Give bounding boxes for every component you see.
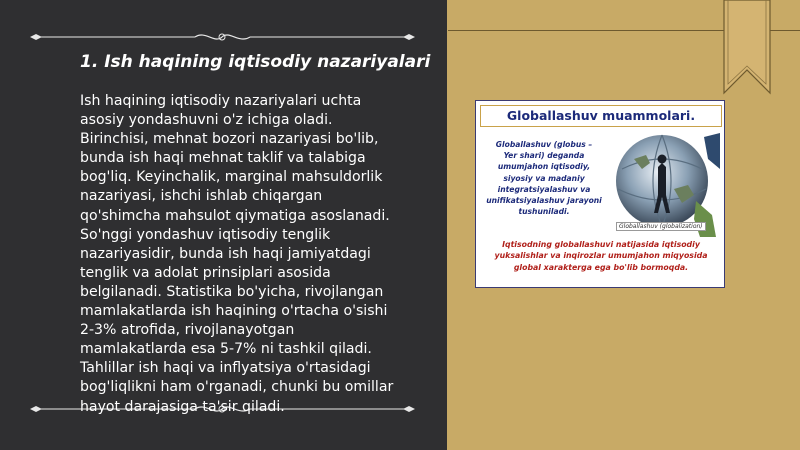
footer-line: global xarakterga ega bo'lib bormoqda. [513, 262, 689, 272]
body-line: nazariyasi, ishchi ishlab chiqargan [80, 188, 323, 205]
body-line: So'nggi yondashuv iqtisodiy tenglik [80, 226, 331, 243]
globalization-picture [475, 100, 725, 288]
picture-footer [480, 239, 722, 273]
body-line: bunda ish haqi mehnat taklif va talabiga [80, 150, 366, 167]
body-line: bog'liqlikni ham o'rganadi, chunki bu omillar [80, 379, 394, 396]
footer-line: Iqtisodning globallashuvi natijasida iqtisodiy [502, 240, 700, 249]
body-line: bog'liq. Keyinchalik, marginal mahsuldorlik [80, 169, 383, 186]
slide-title: 1. Ish haqining iqtisodiy nazariyalari [80, 52, 431, 72]
body-line: nazariyasidir, bunda ish haqi jamiyatdagi [80, 245, 371, 262]
footer-line: yuksalishlar va inqirozlar umumjahon miqyosida [494, 251, 708, 261]
description-line: integratsiyalashuv va [497, 184, 591, 194]
description-line: siyosiy va madaniy [503, 173, 585, 183]
description-line: Yer shari) deganda [503, 151, 585, 161]
description-line: Globallashuv (globus – [495, 140, 593, 149]
body-line: qo'shimcha mahsulot qiymatiga asoslanadi. [80, 207, 390, 224]
body-line: asosiy yondashuvni o'z ichiga oladi. [80, 112, 333, 129]
body-line: tenglik va adolat prinsiplari asosida [80, 264, 331, 281]
body-line: Ish haqining iqtisodiy nazariyalari uchta [80, 93, 362, 109]
description-line: unifikatsiyalashuv jarayoni [486, 196, 602, 206]
body-line: Birinchisi, mehnat bozori nazariyasi bo'lib, [80, 131, 379, 148]
description-line: tushuniladi. [518, 207, 570, 217]
body-line: mamlakatlarda ish haqining o'rtacha o'sishi [80, 303, 388, 320]
body-line: 2-3% atrofida, rivojlanayotgan [80, 322, 295, 339]
bookmark-ribbon-icon [722, 0, 772, 95]
picture-header: Globallashuv muammolari. [480, 105, 722, 127]
picture-description [482, 139, 606, 217]
image-caption: Globallashuv (globalization) [616, 222, 706, 231]
slide-body [80, 92, 420, 417]
body-line: mamlakatlarda esa 5-7% ni tashkil qiladi. [80, 341, 372, 358]
description-line: umumjahon iqtisodiy, [497, 162, 591, 172]
body-line: belgilanadi. Statistika bo'yicha, rivojlangan [80, 283, 384, 300]
ornament-divider-icon [30, 30, 415, 44]
body-line: Tahlillar ish haqi va inflyatsiya o'rtasidagi [80, 360, 371, 377]
body-line: hayot darajasiga ta'sir qiladi. [80, 398, 285, 415]
globe-illustration [604, 129, 720, 237]
